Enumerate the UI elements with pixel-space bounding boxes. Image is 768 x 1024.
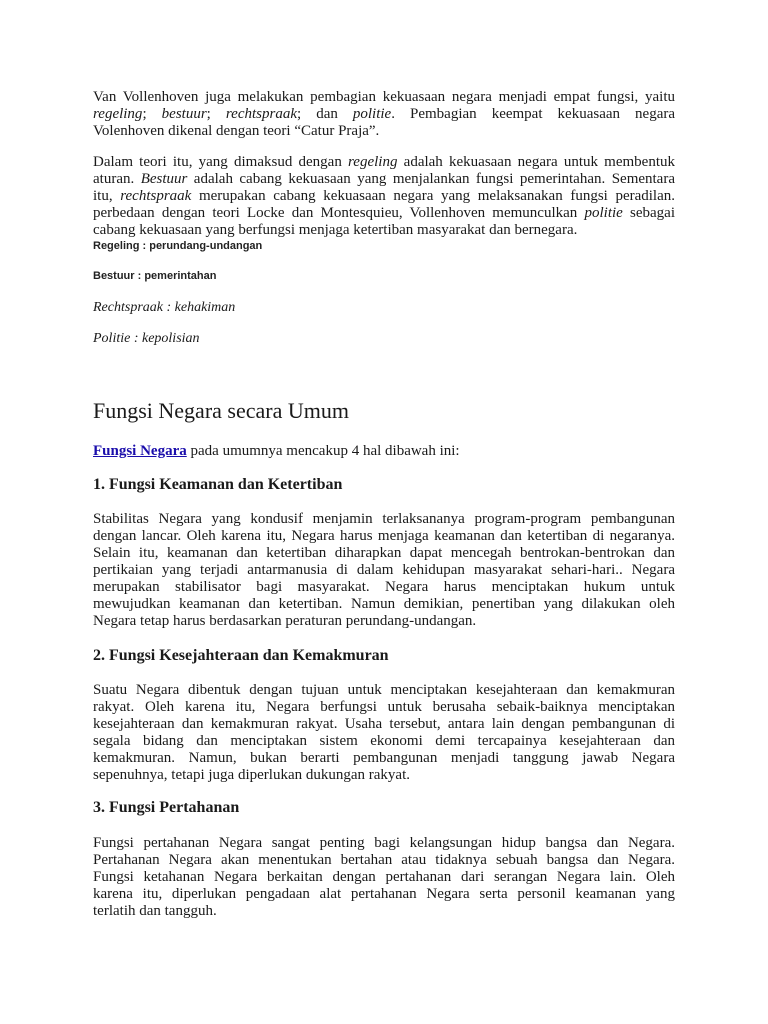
text-line: [93, 89, 675, 106]
italic-term: regeling: [348, 154, 398, 170]
definition-politie: Politie : kepolisian: [93, 331, 200, 346]
italic-term: rechtspraak: [225, 106, 297, 122]
function-paragraph-2: [93, 682, 675, 784]
text-run: Selain itu, keamanan dan ketertiban diharapkan dapat mencegah bentrokan-bentrokan dan: [93, 545, 675, 561]
text-line: [93, 716, 675, 733]
text-run: ;: [142, 106, 162, 122]
text-line: [93, 222, 675, 239]
text-run: kemakmuran. Namun, bukan berarti pembangunan menjadi tanggung jawab Negara: [93, 750, 675, 766]
text-run: perbedaan dengan teori Locke dan Montesquieu, Vollenhoven memunculkan: [93, 205, 585, 221]
italic-term: rechtspraak: [120, 188, 192, 204]
section-intro: [93, 443, 675, 460]
text-line: [93, 852, 675, 869]
text-line: [93, 106, 675, 123]
text-run: . Pembagian keempat kekuasaan negara: [391, 106, 675, 122]
text-line: [93, 188, 675, 205]
text-line: [93, 123, 675, 140]
text-line: [93, 562, 675, 579]
text-run: adalah cabang kekuasaan yang menjalankan fungsi pemerintahan. Sementara: [187, 171, 675, 187]
text-run: segala bidang dan menciptakan sistem ekonomi demi tercapainya kesejahteraan dan: [93, 733, 675, 749]
function-heading-2: 2. Fungsi Kesejahteraan dan Kemakmuran: [93, 647, 389, 664]
text-line: [93, 154, 675, 171]
text-run: rakyat. Oleh karena itu, Negara berfungsi untuk berusaha sebaik-baiknya menciptakan: [93, 699, 675, 715]
text-line: [93, 733, 675, 750]
text-run: itu,: [93, 188, 121, 204]
definition-rechtspraak: Rechtspraak : kehakiman: [93, 300, 236, 315]
text-run: Dalam teori itu, yang dimaksud dengan: [93, 154, 349, 170]
text-run: Volenhoven dikenal dengan teori “Catur Praja”.: [93, 123, 380, 139]
text-run: pertikaian yang terjadi antarmanusia di dalam kehidupan masyarakat sehari-hari.. Negara: [93, 562, 675, 578]
italic-term: politie: [584, 205, 623, 221]
text-line: [93, 886, 675, 903]
definition-bestuur: Bestuur : pemerintahan: [93, 270, 217, 282]
text-run: cabang kekuasaan yang berfungsi menjaga ketertiban masyarakat dan bernegara.: [93, 222, 578, 238]
intro-paragraph-1: [93, 89, 675, 140]
text-run: Fungsi pertahanan Negara sangat penting bagi kelangsungan hidup bangsa dan Negara.: [93, 835, 675, 851]
intro-paragraph-2: [93, 154, 675, 239]
function-paragraph-3: [93, 835, 675, 920]
italic-term: politie: [352, 106, 392, 122]
definition-regeling: Regeling : perundang-undangan: [93, 240, 263, 252]
text-run: dengan lancar. Oleh karena itu, Negara harus menjaga keamanan dan ketertiban di negaranya.: [93, 528, 675, 544]
section-title: Fungsi Negara secara Umum: [93, 398, 349, 423]
text-line: [93, 528, 675, 545]
text-run: Fungsi ketahanan Negara berkaitan dengan pertahanan dari serangan Negara lain. Oleh: [93, 869, 675, 885]
fungsi-negara-link[interactable]: Fungsi Negara: [93, 443, 187, 459]
text-run: Van Vollenhoven juga melakukan pembagian kekuasaan negara menjadi empat fungsi, yaitu: [93, 89, 675, 105]
text-run: Suatu Negara dibentuk dengan tujuan untuk menciptakan kesejahteraan dan kemakmuran: [93, 682, 675, 698]
text-run: karena itu, diperlukan pengadaan alat pertahanan Negara serta personil keamanan yang: [93, 886, 675, 902]
text-run: sebagai: [622, 205, 675, 221]
italic-term: regeling: [93, 106, 143, 122]
text-line: [93, 596, 675, 613]
text-line: [93, 579, 675, 596]
text-run: merupakan stabilisator bagi masyarakat. Negara harus menciptakan hukum untuk: [93, 579, 675, 595]
text-line: [93, 545, 675, 562]
text-run: Pertahanan Negara akan menentukan bertahan atau tidaknya sebuah bangsa dan Negara.: [93, 852, 675, 868]
function-heading-3: 3. Fungsi Pertahanan: [93, 799, 240, 816]
text-line: [93, 511, 675, 528]
function-heading-1: 1. Fungsi Keamanan dan Ketertiban: [93, 476, 343, 493]
italic-term: bestuur: [161, 106, 207, 122]
text-run: kesejahteraan dan kemakmuran rakyat. Usaha tersebut, antara lain dengan pembangunan di: [93, 716, 675, 732]
text-run: ;: [206, 106, 226, 122]
text-run: mewujudkan keamanan dan ketertiban. Namun demikian, penertiban yang dilakukan oleh: [93, 596, 675, 612]
text-run: Stabilitas Negara yang kondusif menjamin terlaksananya program-program pembangunan: [93, 511, 675, 527]
italic-term: Bestuur: [140, 171, 188, 187]
text-line: [93, 699, 675, 716]
text-run: Negara tetap harus berdasarkan peraturan perundang-undangan.: [93, 613, 477, 629]
text-line: [93, 205, 675, 222]
text-line: [93, 682, 675, 699]
function-paragraph-1: [93, 511, 675, 630]
section-intro-text: pada umumnya mencakup 4 hal dibawah ini:: [186, 443, 460, 459]
text-line: [93, 835, 675, 852]
text-line: [93, 767, 675, 784]
text-run: sepenuhnya, tetapi juga diperlukan dukungan rakyat.: [93, 767, 410, 783]
text-run: ; dan: [296, 106, 353, 122]
text-line: [93, 750, 675, 767]
text-line: [93, 869, 675, 886]
text-line: [93, 613, 675, 630]
text-line: [93, 171, 675, 188]
text-line: [93, 903, 675, 920]
text-run: aturan.: [93, 171, 141, 187]
text-run: adalah kekuasaan negara untuk membentuk: [397, 154, 675, 170]
text-run: terlatih dan tangguh.: [93, 903, 217, 919]
text-run: merupakan cabang kekuasaan negara yang melaksanakan fungsi peradilan.: [191, 188, 675, 204]
